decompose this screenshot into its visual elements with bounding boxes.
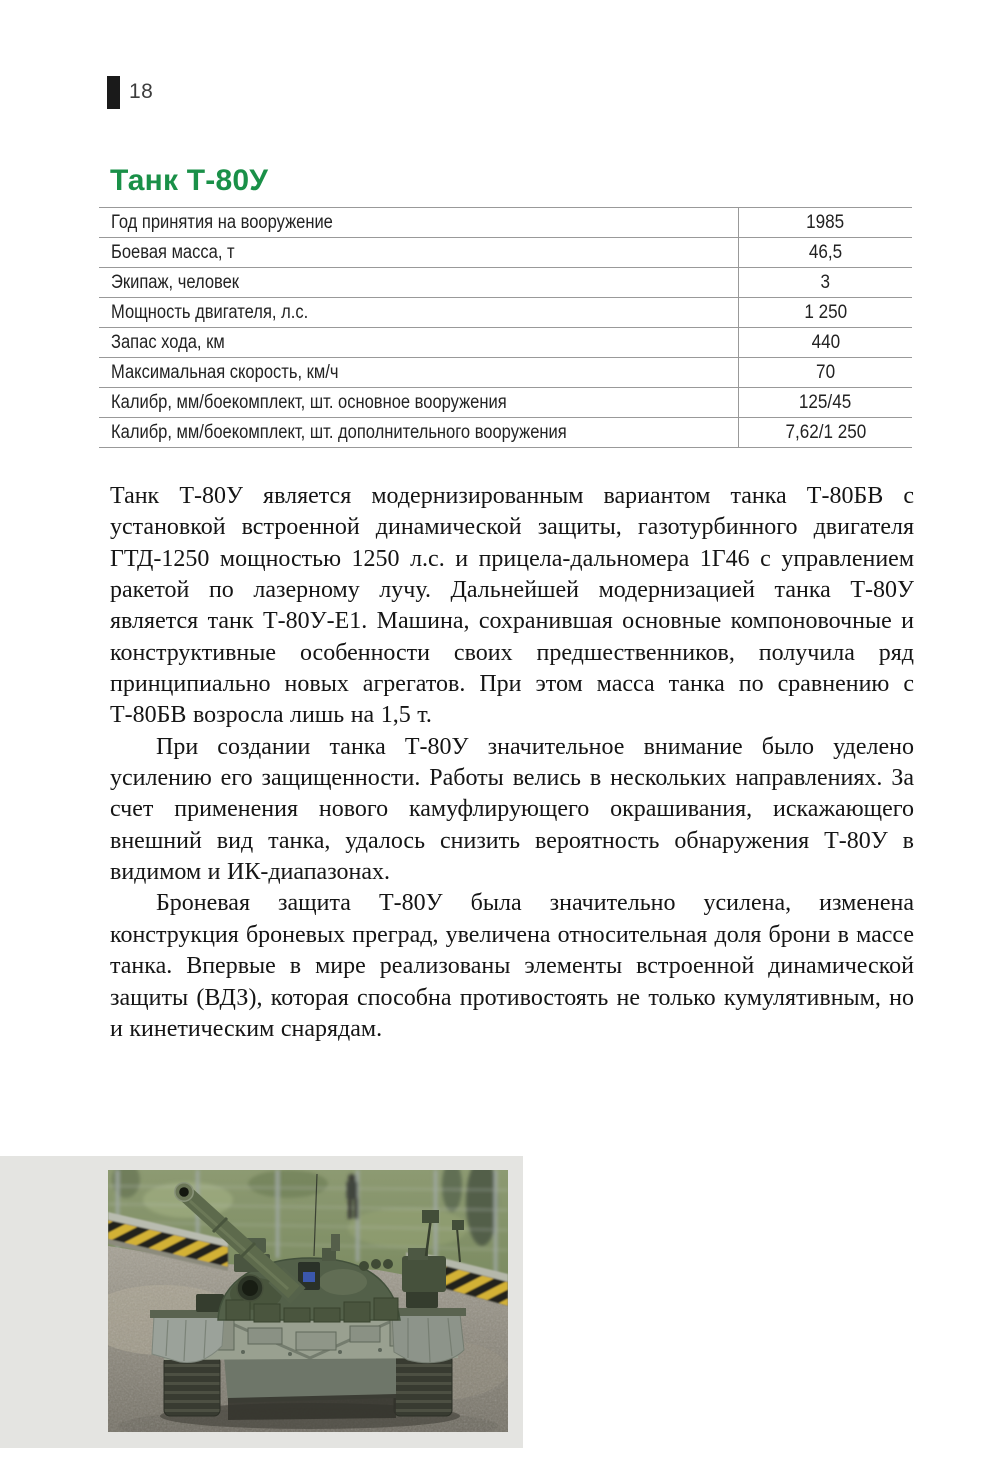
table-row xyxy=(99,208,912,238)
spec-label: Максимальная скорость, км/ч xyxy=(99,358,739,387)
spec-table xyxy=(99,207,912,448)
body-paragraph: Танк Т-80У является модернизированным вариантом танка Т-80БВ с установкой встроенной динамической защиты, газотурбинного двигателя ГТД-1250 мощностью 1250 л.с. и прицела-дальномера 1Г46 с управлением ракетой по лазерному лучу. Дальнейшей модернизацией танка Т-80У является танк Т-80У-Е1. Машина, сохранившая основные компоновочные и конструктивные особенности своих предшественников, получила ряд принципиально новых агрегатов. При этом масса танка по сравнению с Т-80БВ возросла лишь на 1,5 т. xyxy=(110,483,914,729)
spec-value: 440 xyxy=(811,331,840,353)
article-text xyxy=(110,481,914,1045)
spec-label: Калибр, мм/боекомплект, шт. дополнительного вооружения xyxy=(99,418,739,447)
spec-value: 125/45 xyxy=(799,391,852,413)
page-title: Танк Т-80У xyxy=(110,164,269,198)
spec-label: Калибр, мм/боекомплект, шт. основное вооружения xyxy=(99,388,739,417)
body-paragraph: При создании танка Т-80У значительное внимание было уделено усилению его защищенности. Работы велись в нескольких направлениях. За счет применения нового камуфлирующего окрашивания, искажающего внешний вид танка, удалось снизить вероятность обнаружения Т-80У в видимом и ИК-диапазонах. xyxy=(110,733,914,886)
table-row xyxy=(99,298,912,328)
spec-value: 7,62/1 250 xyxy=(785,421,866,443)
spec-label: Запас хода, км xyxy=(99,328,739,357)
spec-value: 70 xyxy=(815,361,836,383)
table-row xyxy=(99,358,912,388)
spec-value: 1985 xyxy=(806,211,845,233)
table-row xyxy=(99,388,912,418)
photo-panel xyxy=(0,1156,523,1448)
table-row xyxy=(99,238,912,268)
spec-value: 3 xyxy=(820,271,831,293)
folio-bar xyxy=(107,76,120,109)
spec-label: Год принятия на вооружение xyxy=(99,208,739,237)
spec-value: 1 250 xyxy=(804,301,847,323)
table-row xyxy=(99,328,912,358)
table-row xyxy=(99,268,912,298)
tank-photo xyxy=(108,1170,508,1432)
spec-label: Мощность двигателя, л.с. xyxy=(99,298,739,327)
table-row xyxy=(99,418,912,448)
spec-label: Боевая масса, т xyxy=(99,238,739,267)
spec-value: 46,5 xyxy=(808,241,843,263)
page-number: 18 xyxy=(129,80,154,103)
spec-label: Экипаж, человек xyxy=(99,268,739,297)
body-paragraph: Броневая защита Т-80У была значительно усилена, изменена конструкция броневых преград, увеличена относительная доля брони в массе танка. Впервые в мире реализованы элементы встроенной динамической защиты (ВДЗ), которая способна противостоять не только кумулятивным, но и кинетическим снарядам. xyxy=(110,890,914,1042)
